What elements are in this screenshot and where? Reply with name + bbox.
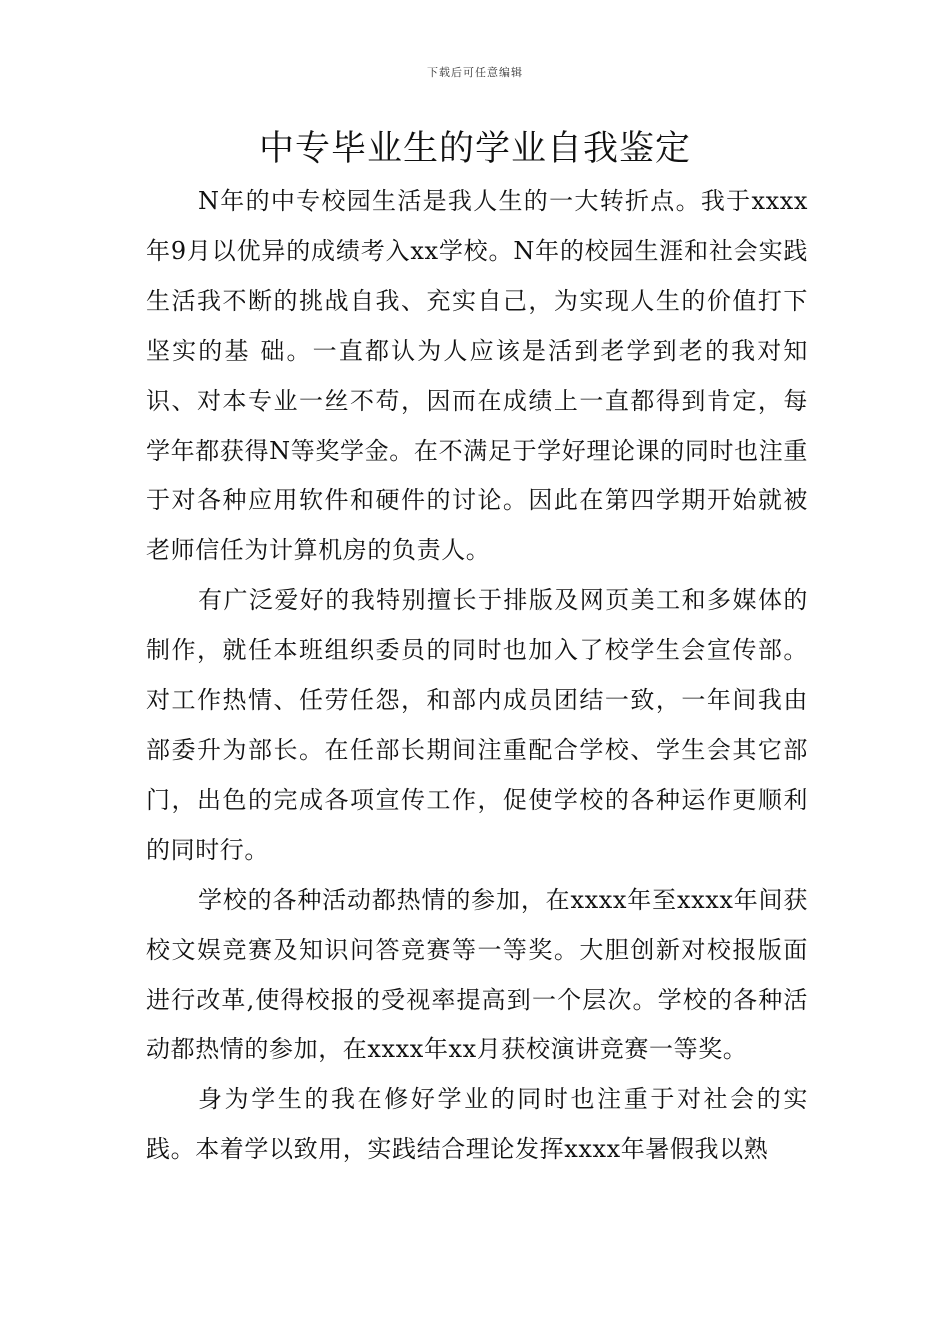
paragraph-1: N年的中专校园生活是我人生的一大转折点。我于xxxx年9月以优异的成绩考入xx学校。N年的校园生涯和社会实践生活我不断的挑战自我、充实自己，为实现人生的价值打下坚实的基 础。一直都认为人应该是活到老学到老的我对知识、对本专业一丝不苟，因而在成绩上一直都得到肯定，每学年都获得N等奖学金。在不满足于学好理论课的同时也注重于对各种应用软件和硬件的讨论。因此在第四学期开始就被老师信任为计算机房的负责人。 xyxy=(146,187,808,565)
document-title: 中专毕业生的学业自我鉴定 xyxy=(258,129,691,169)
document-body xyxy=(146,177,808,1175)
paragraph-3: 学校的各种活动都热情的参加，在xxxx年至xxxx年间获校文娱竞赛及知识问答竞赛等一等奖。大胆创新对校报版面进行改革,使得校报的受视率提高到一个层次。学校的各种活动都热情的参加，在xxxx年xx月获校演讲竞赛一等奖。 xyxy=(146,885,808,1064)
paragraph-4: 身为学生的我在修好学业的同时也注重于对社会的实践。本着学以致用，实践结合理论发挥xxxx年暑假我以熟 xyxy=(146,1085,808,1164)
paragraph-2: 有广泛爱好的我特别擅长于排版及网页美工和多媒体的制作，就任本班组织委员的同时也加入了校学生会宣传部。对工作热情、任劳任怨，和部内成员团结一致，一年间我由部委升为部长。在任部长期间注重配合学校、学生会其它部门，出色的完成各项宣传工作，促使学校的各种运作更顺利的同时行。 xyxy=(146,586,808,864)
header-note: 下载后可任意编辑 xyxy=(427,66,523,79)
